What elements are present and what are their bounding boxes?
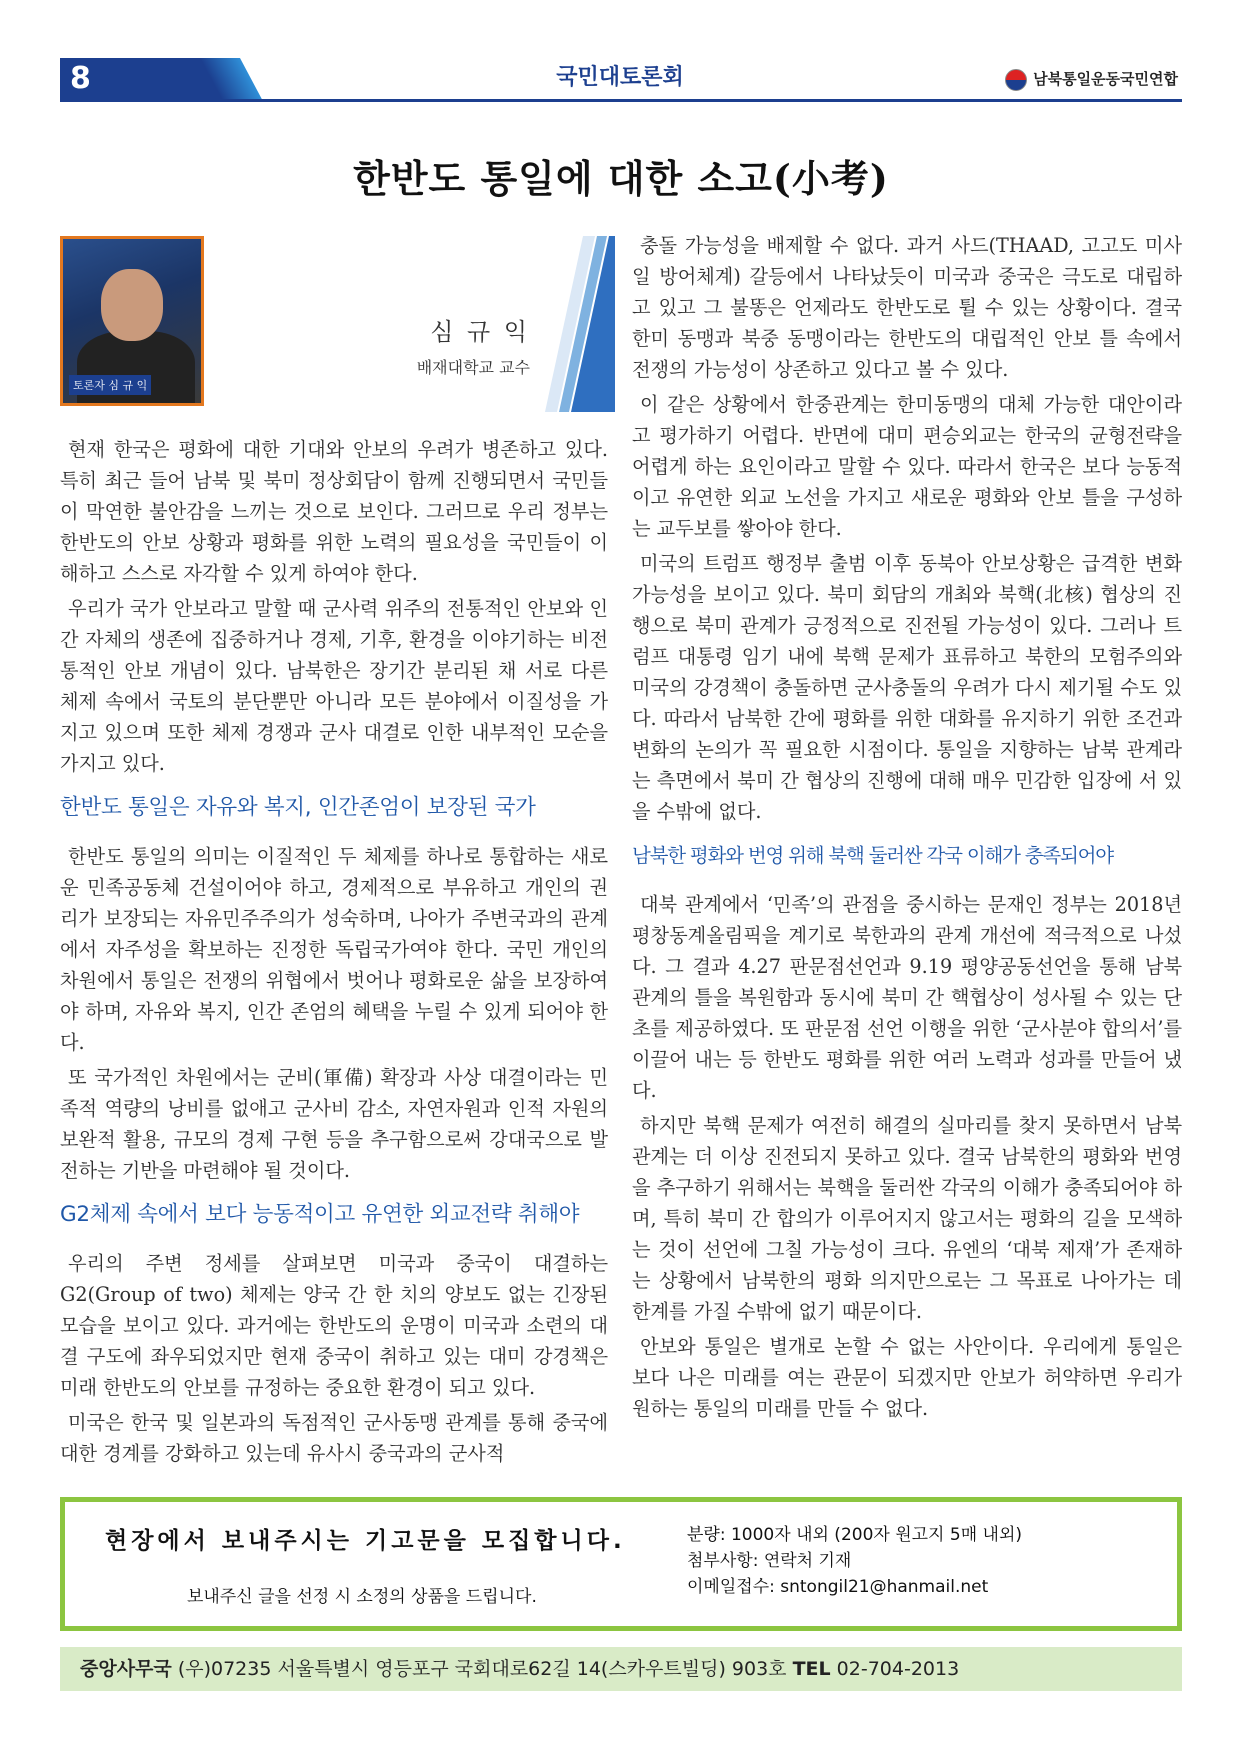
subheading: 남북한 평화와 번영 위해 북핵 둘러싼 각국 이해가 충족되어야 xyxy=(632,844,1113,867)
paragraph: 미국은 한국 및 일본과의 독점적인 군사동맹 관계를 통해 중국에 대한 경계를 강화하고 있는데 유사시 중국과의 군사적 xyxy=(60,1411,608,1465)
header-rule xyxy=(60,99,1182,102)
paragraph: 대북 관계에서 ‘민족’의 관점을 중시하는 문재인 정부는 2018년 평창동계올림픽을 계기로 북한과의 관계 개선에 적극적으로 나섰다. 그 결과 4.27 판문점선언과 9.19 평양공동선언을 통해 남북 관계의 틀을 복원함과 동시에 북미 간 핵협상이 성사될 수 있는 단초를 제공하였다. 또 판문점 선언 이행을 위한 ‘군사분야 합의서’를 이끌어 내는 등 한반도 평화를 위한 여러 노력과 성과를 만들어 냈다. xyxy=(632,893,1182,1102)
submission-notice xyxy=(60,1497,1182,1631)
section-name: 국민대토론회 xyxy=(556,65,684,90)
paragraph: 우리의 주변 정세를 살펴보면 미국과 중국이 대결하는 G2(Group of two) 체제는 양국 간 한 치의 양보도 없는 긴장된 모습을 보이고 있다. 과거에는 한반도의 운명이 미국과 소련의 대결 구도에 좌우되었지만 현재 중국이 취하고 있는 대미 강경책은 미래 한반도의 안보를 규정하는 중요한 환경이 되고 있다. xyxy=(60,1252,608,1399)
notice-email: 이메일접수: sntongil21@hanmail.net xyxy=(687,1577,989,1597)
organization xyxy=(1005,64,1178,94)
paragraph: 하지만 북핵 문제가 여전히 해결의 실마리를 찾지 못하면서 남북 관계는 더 이상 진전되지 못하고 있다. 결국 남북한의 평화와 번영을 추구하기 위해서는 북핵을 둘러싼 각국의 이해가 충족되어야 하며, 특히 북미 간 합의가 이루어지지 않고서는 평화의 길을 모색하는 것이 선언에 그칠 가능성이 크다. 유엔의 ‘대북 제재’가 존재하는 상황에서 남북한의 평화 의지만으로는 그 목표로 나아가는 데 한계를 가질 수밖에 없기 때문이다. xyxy=(632,1114,1182,1323)
paragraph: 한반도 통일의 의미는 이질적인 두 체제를 하나로 통합하는 새로운 민족공동체 건설이어야 하고, 경제적으로 부유하고 개인의 권리가 보장되는 자유민주주의가 성숙하며, 나아가 주변국과의 관계에서 자주성을 확보하는 진정한 독립국가여야 한다. 국민 개인의 차원에서 통일은 전쟁의 위협에서 벗어나 평화로운 삶을 보장하여야 하며, 자유와 복지, 인간 존엄의 혜택을 누릴 수 있게 되어야 한다. xyxy=(60,845,608,1054)
address: (우)07235 서울특별시 영등포구 국회대로62길 14(스카우트빌딩) 903호 xyxy=(177,1658,787,1680)
notice-details xyxy=(687,1522,1022,1600)
author-photo xyxy=(60,236,204,406)
notice-title: 현장에서 보내주시는 기고문을 모집합니다. xyxy=(105,1528,626,1554)
author-title: 배재대학교 교수 xyxy=(416,358,530,377)
paragraph: 현재 한국은 평화에 대한 기대와 안보의 우려가 병존하고 있다. 특히 최근 들어 남북 및 북미 정상회담이 함께 진행되면서 국민들이 막연한 불안감을 느끼는 것으로 보인다. 그러므로 우리 정부는 한반도의 안보 상황과 평화를 위한 노력의 필요성을 국민들이 이해하고 스스로 자각할 수 있게 하여야 한다. xyxy=(60,438,608,585)
paragraph: 충돌 가능성을 배제할 수 없다. 과거 사드(THAAD, 고고도 미사일 방어체계) 갈등에서 나타났듯이 미국과 중국은 극도로 대립하고 있고 그 불똥은 언제라도 한반도로 튈 수 있는 상황이다. 결국 한미 동맹과 북중 동맹이라는 한반도의 대립적인 안보 틀 속에서 전쟁의 가능성이 상존하고 있다고 볼 수 있다. xyxy=(632,234,1182,381)
paragraph: 미국의 트럼프 행정부 출범 이후 동북아 안보상황은 급격한 변화 가능성을 보이고 있다. 북미 회담의 개최와 북핵(北核) 협상의 진행으로 북미 관계가 긍정적으로 진전될 가능성이 있다. 그러나 트럼프 대통령 임기 내에 북핵 문제가 표류하고 북한의 모험주의와 미국의 강경책이 충돌하면 군사충돌의 우려가 다시 제기될 수도 있다. 따라서 남북한 간에 평화를 위한 대화를 유지하기 위한 조건과 변화의 논의가 꼭 필요한 시점이다. 통일을 지향하는 남북 관계라는 측면에서 북미 간 협상의 진행에 대해 매우 민감한 입장에 서 있을 수밖에 없다. xyxy=(632,552,1182,823)
column-left xyxy=(60,434,608,1473)
author-name: 심 규 익 xyxy=(430,318,530,346)
notice-length: 분량: 1000자 내외 (200자 원고지 5매 내외) xyxy=(687,1525,1023,1545)
subheading: G2체제 속에서 보다 능동적이고 유연한 외교전략 취해야 xyxy=(60,1202,580,1227)
tel-number: 02-704-2013 xyxy=(836,1658,960,1680)
tel-label: TEL xyxy=(792,1658,831,1680)
decorative-stripes xyxy=(545,236,615,412)
photo-caption: 토론자 심 규 익 xyxy=(69,375,151,395)
paragraph: 안보와 통일은 별개로 논할 수 없는 사안이다. 우리에게 통일은 보다 나은 미래를 여는 관문이 되겠지만 안보가 허약하면 우리가 원하는 통일의 미래를 만들 수 없다. xyxy=(632,1335,1182,1420)
column-right xyxy=(632,230,1182,1428)
footer xyxy=(60,1647,1182,1691)
photo-face xyxy=(101,269,163,341)
footer-address xyxy=(80,1647,959,1691)
paragraph: 우리가 국가 안보라고 말할 때 군사력 위주의 전통적인 안보와 인간 자체의 생존에 집중하거나 경제, 기후, 환경을 이야기하는 비전통적인 안보 개념이 있다. 남북한은 장기간 분리된 채 서로 다른 체제 속에서 국토의 분단뿐만 아니라 모든 분야에서 이질성을 가지고 있으며 또한 체제 경쟁과 군사 대결로 인한 내부적인 모순을 가지고 있다. xyxy=(60,597,608,775)
notice-attachment: 첨부사항: 연락처 기재 xyxy=(687,1551,852,1571)
subheading: 한반도 통일은 자유와 복지, 인간존엄이 보장된 국가 xyxy=(60,795,536,820)
article-title: 한반도 통일에 대한 소고(小考) xyxy=(353,156,889,201)
paragraph: 또 국가적인 차원에서는 군비(軍備) 확장과 사상 대결이라는 민족적 역량의 낭비를 없애고 군사비 감소, 자연자원과 인적 자원의 보완적 활용, 규모의 경제 구현 등을 추구함으로써 강대국으로 발전하는 기반을 마련해야 될 것이다. xyxy=(60,1066,608,1182)
office-label: 중앙사무국 xyxy=(80,1658,172,1680)
paragraph: 이 같은 상황에서 한중관계는 한미동맹의 대체 가능한 대안이라고 평가하기 어렵다. 반면에 대미 편승외교는 한국의 균형전략을 어렵게 하는 요인이라고 말할 수 있다. 따라서 한국은 보다 능동적이고 유연한 외교 노선을 가지고 새로운 평화와 안보 틀을 구성하는 교두보를 쌓아야 한다. xyxy=(632,393,1182,540)
org-logo-icon xyxy=(1005,69,1027,91)
notice-subtitle: 보내주신 글을 선정 시 소정의 상품을 드립니다. xyxy=(187,1587,537,1607)
organization-name: 남북통일운동국민연합 xyxy=(1033,70,1178,88)
page-number: 8 xyxy=(70,61,91,96)
